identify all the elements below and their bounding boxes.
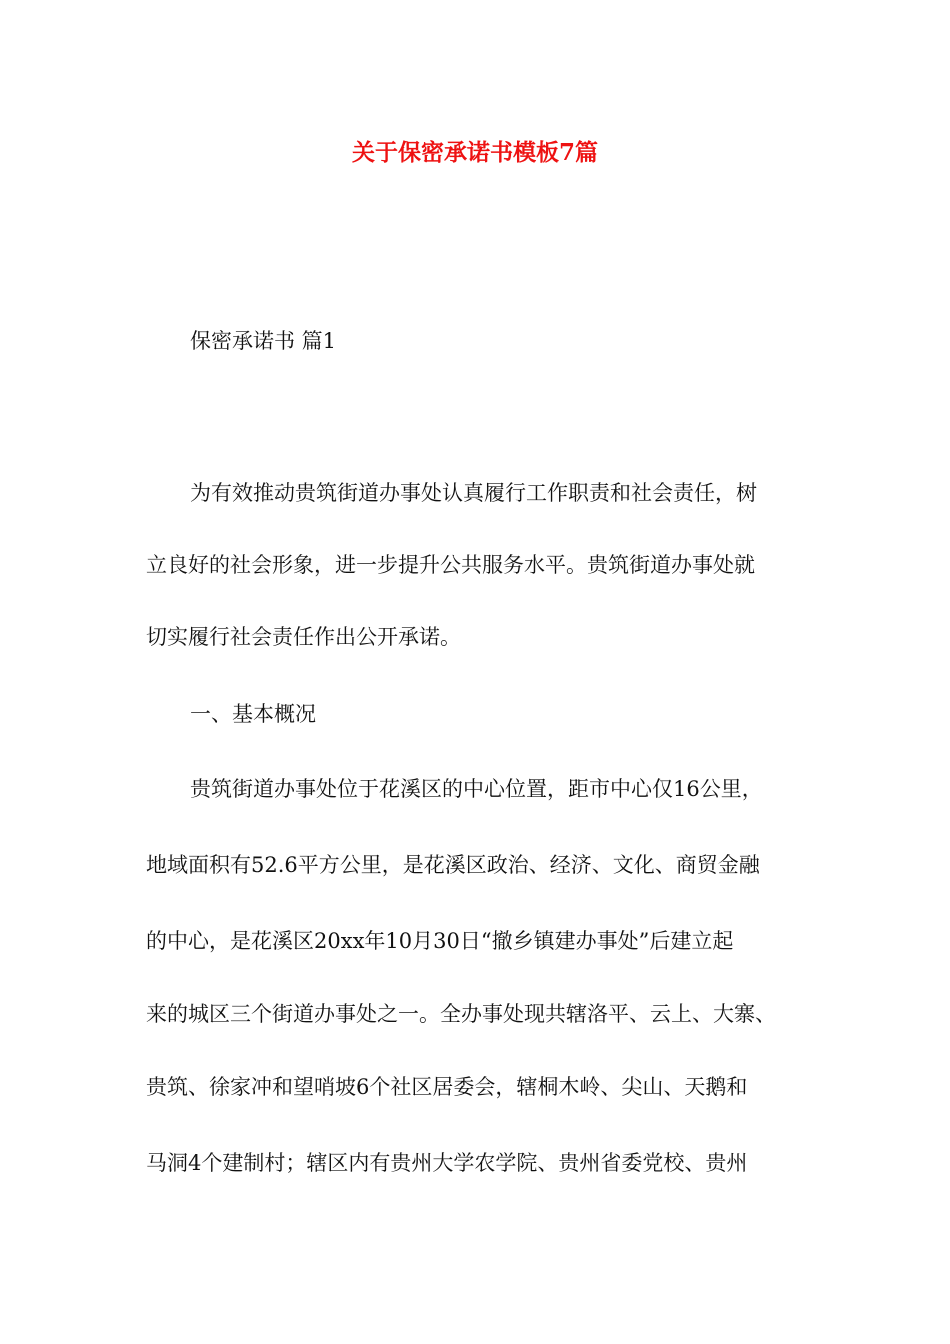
paragraph-line: 贵筑、徐家冲和望哨坡6个社区居委会，辖桐木岭、尖山、天鹅和 <box>146 1075 748 1099</box>
paragraph-line: 的中心，是花溪区20xx年10月30日“撤乡镇建办事处”后建立起 <box>146 929 734 953</box>
paragraph-line: 立良好的社会形象，进一步提升公共服务水平。贵筑街道办事处就 <box>146 553 755 577</box>
document-title: 关于保密承诺书模板7篇 <box>351 139 598 166</box>
paragraph-line: 切实履行社会责任作出公开承诺。 <box>146 625 461 649</box>
paragraph-line: 为有效推动贵筑街道办事处认真履行工作职责和社会责任，树 <box>190 481 757 505</box>
subsection-heading: 一、基本概况 <box>190 702 316 726</box>
paragraph-line: 来的城区三个街道办事处之一。全办事处现共辖洛平、云上、大寨、 <box>146 1002 776 1026</box>
section-heading: 保密承诺书 篇1 <box>190 329 337 353</box>
paragraph-line: 地域面积有52.6平方公里，是花溪区政治、经济、文化、商贸金融 <box>146 853 760 877</box>
paragraph-line: 贵筑街道办事处位于花溪区的中心位置，距市中心仅16公里， <box>190 777 763 801</box>
paragraph-line: 马洞4个建制村；辖区内有贵州大学农学院、贵州省委党校、贵州 <box>146 1151 748 1175</box>
